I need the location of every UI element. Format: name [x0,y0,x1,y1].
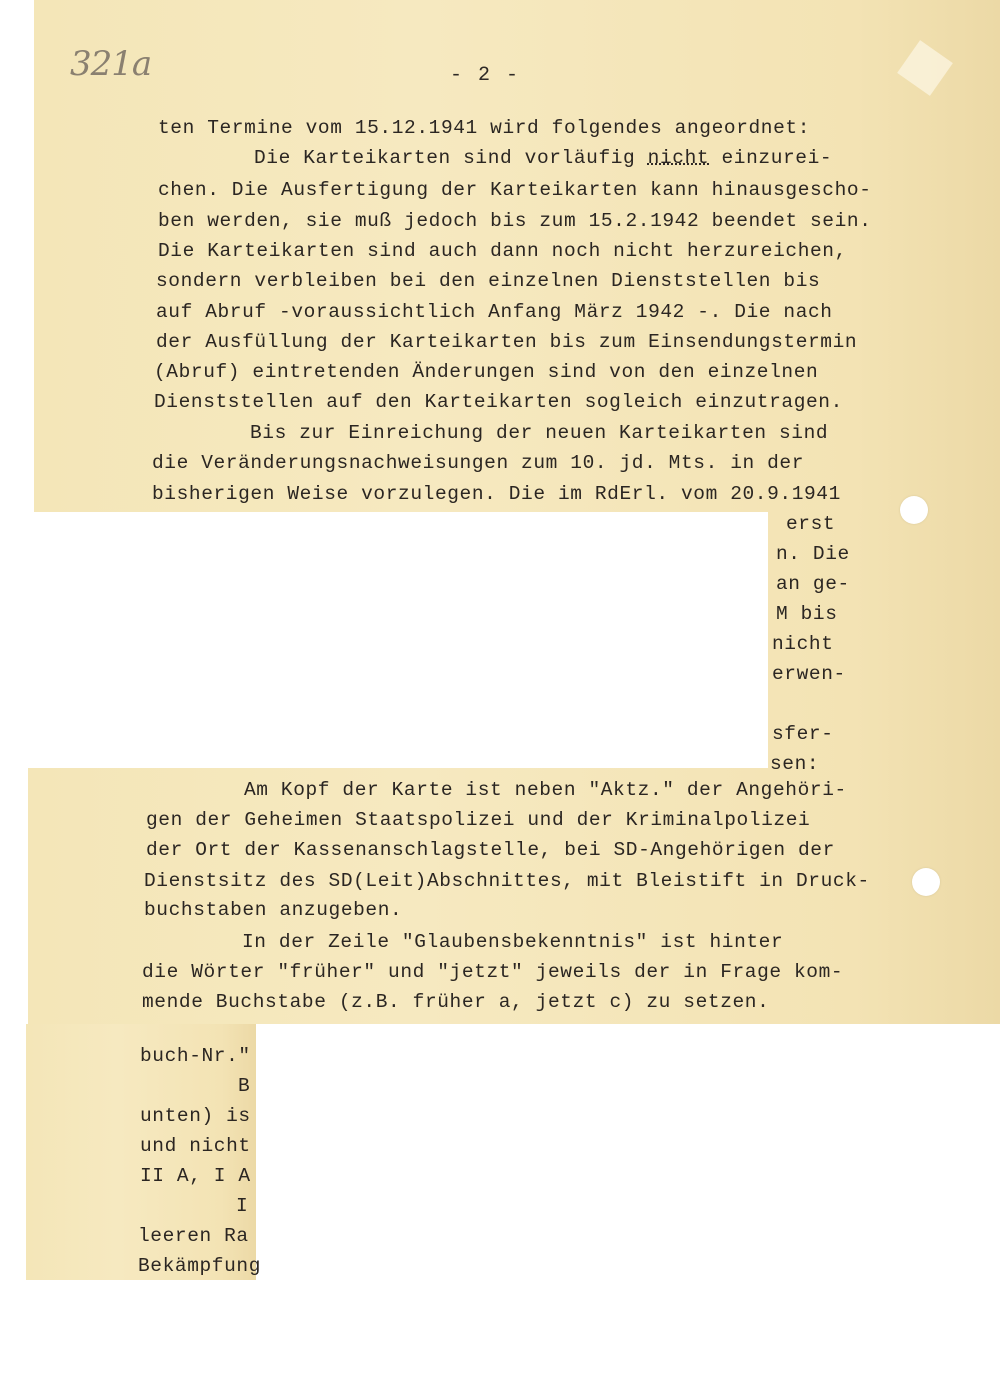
text-line: mende Buchstabe (z.B. früher a, jetzt c) zu setzen. [142,991,770,1013]
text-line: die Wörter "früher" und "jetzt" jeweils der in Frage kom- [142,961,844,983]
text-fragment: buch-Nr." [140,1045,251,1067]
text-fragment: unten) is [140,1105,251,1127]
text-fragment: Bekämpfung [138,1255,262,1277]
handwritten-folio-number: 321a [70,44,152,84]
text-fragment: sen: [770,753,820,775]
text-fragment: II A, I A [140,1165,251,1187]
text-fragment: M bis [776,603,838,625]
text-line: der Ort der Kassenanschlagstelle, bei SD-Angehörigen der [146,839,835,861]
text-fragment: erst [786,513,836,535]
text-fragment: erwen- [772,663,846,685]
text-fragment: sfer- [772,723,834,745]
text-line: In der Zeile "Glaubensbekenntnis" ist hinter [242,931,784,953]
page-number: - 2 - [450,64,521,87]
text-line: sondern verbleiben bei den einzelnen Dienststellen bis [156,270,821,292]
text-line: bisherigen Weise vorzulegen. Die im RdErl. vom 20.9.1941 [152,483,841,505]
text-line: auf Abruf -voraussichtlich Anfang März 1942 -. Die nach [156,301,833,323]
text-line: Die Karteikarten sind vorläufig nicht einzurei- [254,147,833,169]
punch-hole [912,868,940,896]
text-line: Dienststellen auf den Karteikarten sogleich einzutragen. [154,391,843,413]
text-line: (Abruf) eintretenden Änderungen sind von den einzelnen [154,361,819,383]
underlined-word: nicht [647,147,710,169]
text-line: ben werden, sie muß jedoch bis zum 15.2.1942 beendet sein. [158,210,872,232]
text-line: Die Karteikarten sind auch dann noch nicht herzureichen, [158,240,847,262]
text-fragment: n. Die [776,543,850,565]
text-line: buchstaben anzugeben. [144,899,403,921]
text-fragment: leeren Ra [138,1225,249,1247]
text-line: gen der Geheimen Staatspolizei und der Kriminalpolizei [146,809,811,831]
paper-section-bottom [28,768,1000,1024]
text-line: die Veränderungsnachweisungen zum 10. jd. Mts. in der [152,452,805,474]
text-fragment: an ge- [776,573,850,595]
text-fragment: B [238,1075,251,1097]
text-fragment: I [236,1195,249,1217]
punch-hole [900,496,928,524]
text-line: der Ausfüllung der Karteikarten bis zum Einsendungstermin [156,331,858,353]
text-fragment: nicht [772,633,834,655]
redacted-region [256,1024,1000,1280]
text-line: Am Kopf der Karte ist neben "Aktz." der Angehöri- [244,779,847,801]
text-line: chen. Die Ausfertigung der Karteikarten kann hinausgescho- [158,179,872,201]
redacted-region [30,512,768,768]
text-line: ten Termine vom 15.12.1941 wird folgendes angeordnet: [158,117,811,139]
text-fragment: und nicht [140,1135,251,1157]
text-line: Bis zur Einreichung der neuen Karteikarten sind [250,422,829,444]
text-line: Dienstsitz des SD(Leit)Abschnittes, mit Bleistift in Druck- [144,870,870,892]
